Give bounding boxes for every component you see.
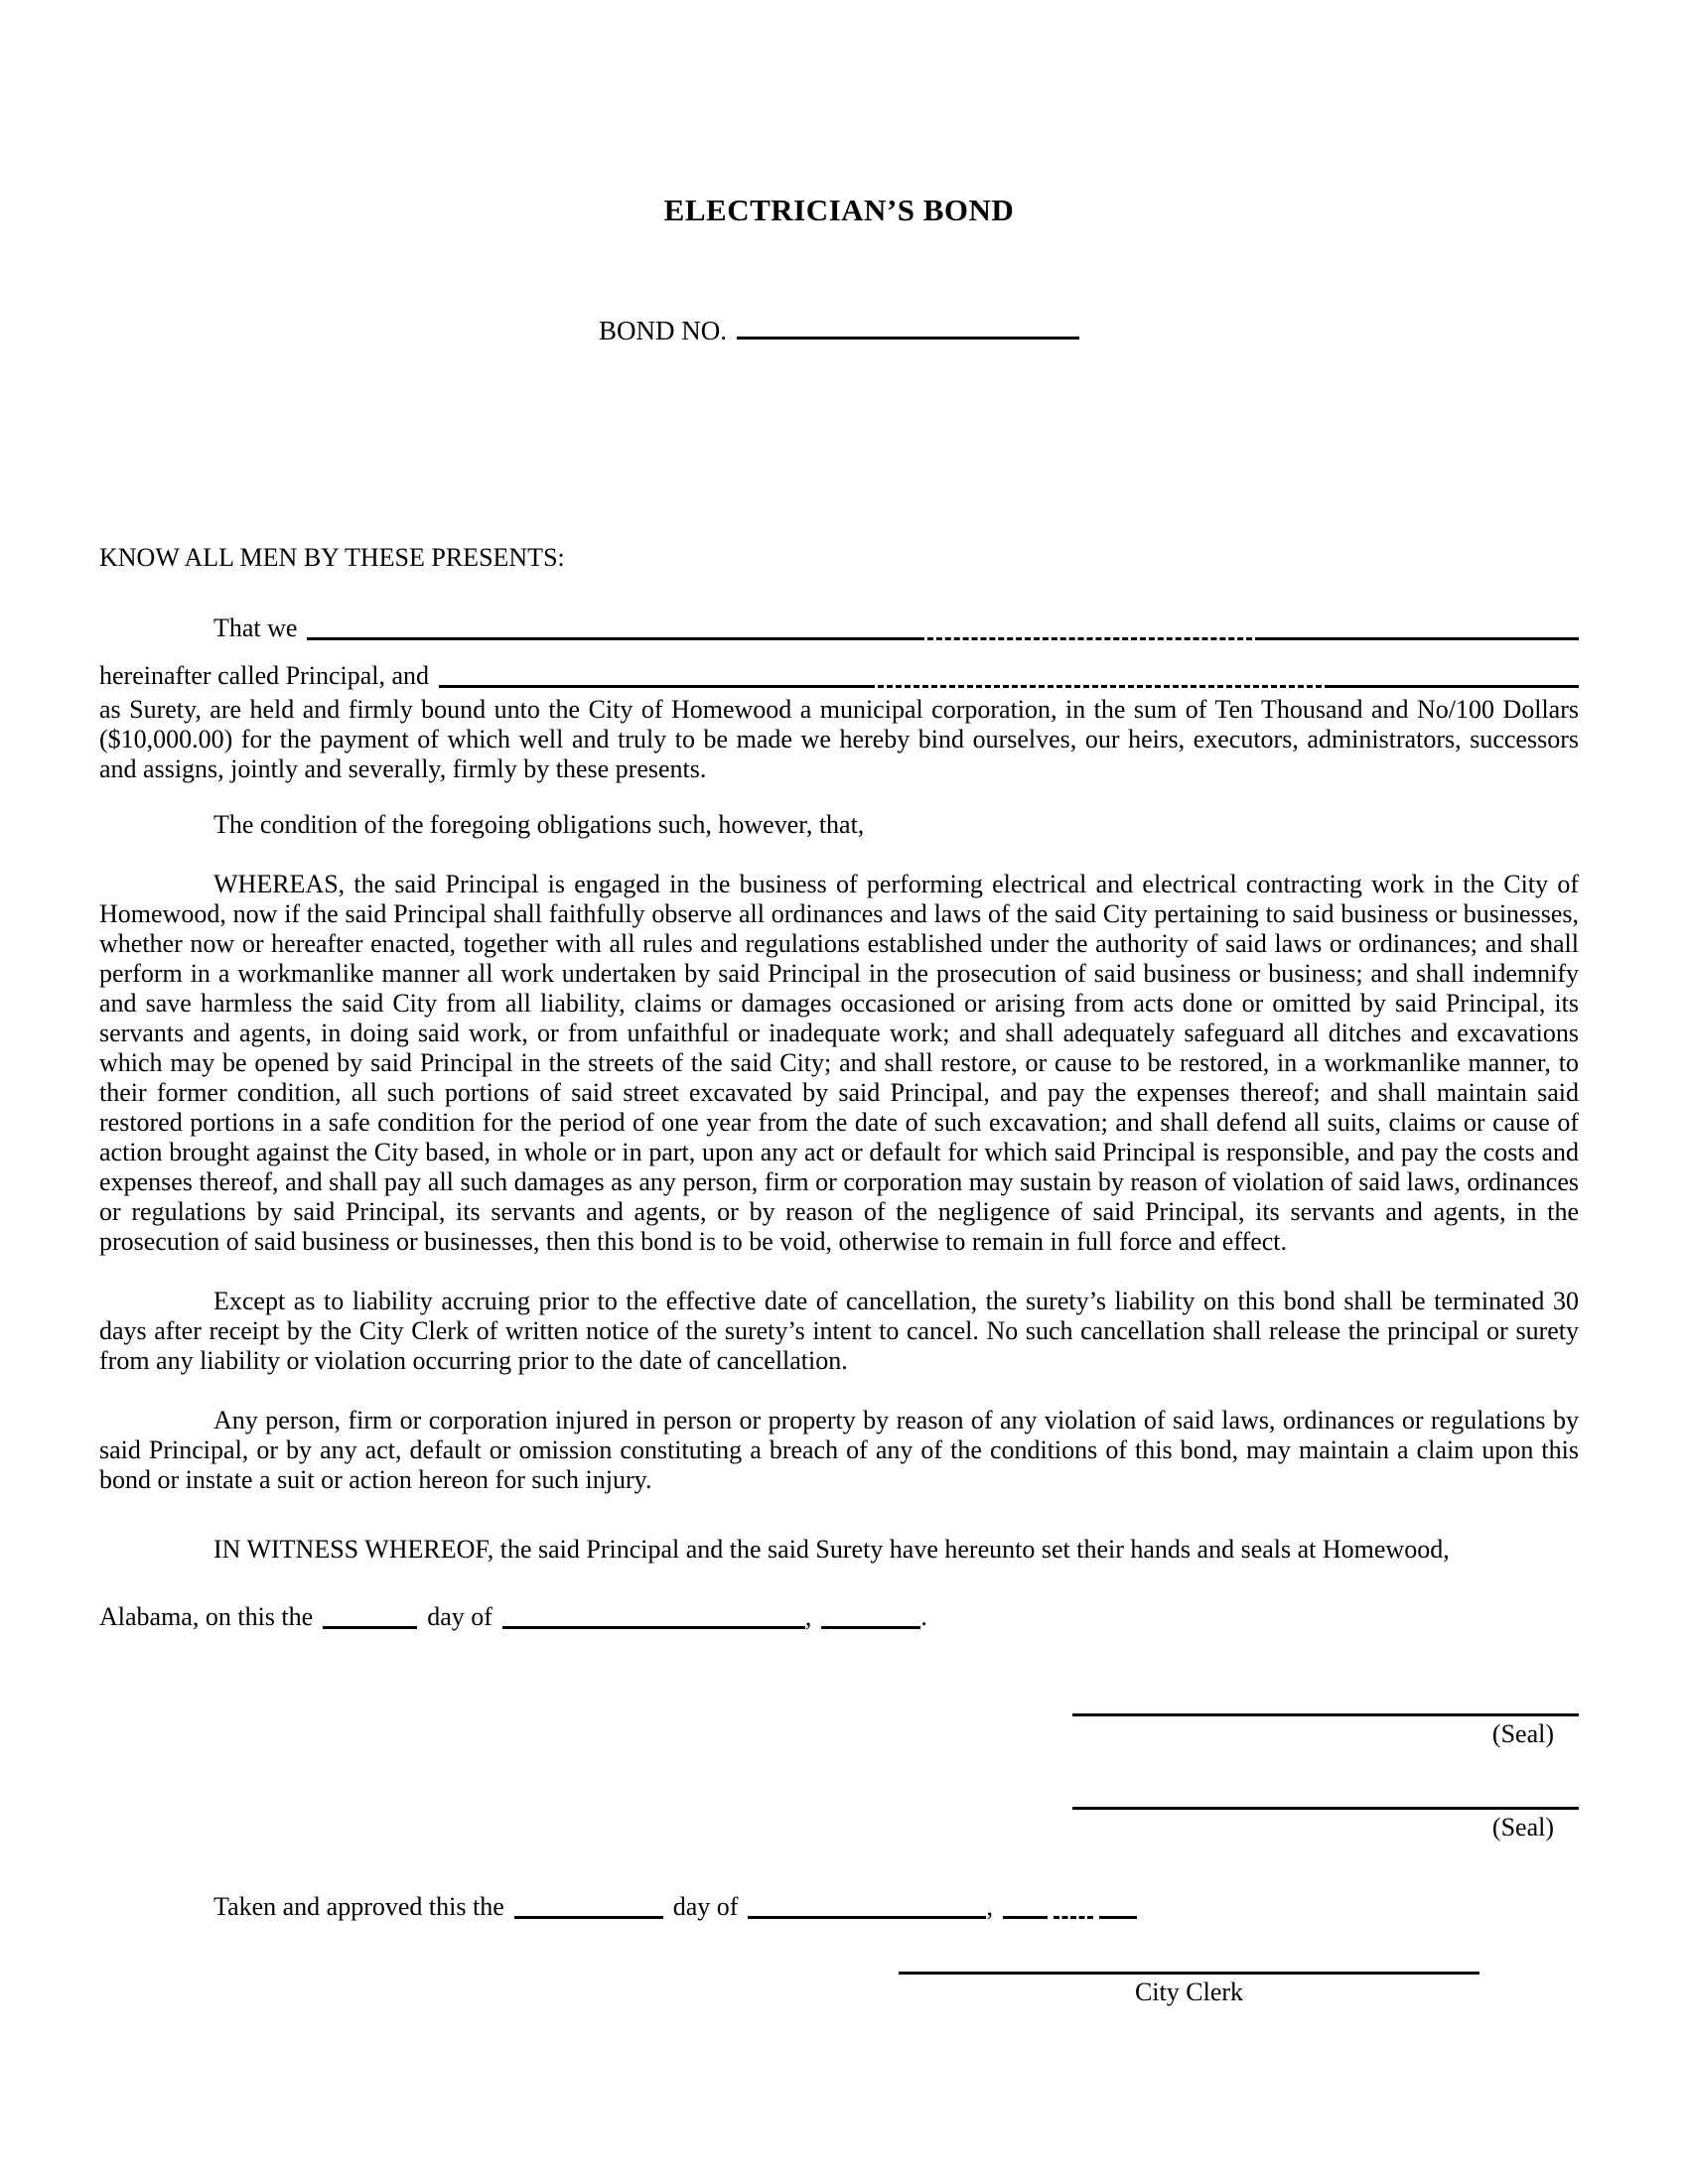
principal-signature-line[interactable]: [1072, 1713, 1579, 1716]
paragraph-obligation: as Surety, are held and firmly bound unto the City of Homewood a municipal corporation, in the sum of Ten Thousand and No/100 Dollars ($10,000.00) for the payment of which well and truly to be made we hereby bind ourselves, our heirs, executors, administrators, successors and assigns, jointly and severally, firmly by these presents.: [99, 695, 1579, 783]
paragraph-whereas: WHEREAS, the said Principal is engaged in the business of performing electrical and electrical contracting work in the City of Homewood, now if the said Principal shall faithfully observe all ordinances and laws of the said City pertaining to said business or businesses, whether now or hereafter enacted, together with all rules and regulations established under the authority of said laws or ordinances; and shall perform in a workmanlike manner all work undertaken by said Principal in the prosecution of said business or business; and shall indemnify and save harmless the said City from all liability, claims or damages occasioned or arising from acts done or omitted by said Principal, its servants and agents, in doing said work, or from unfaithful or inadequate work; and shall adequately safeguard all ditches and excavations which may be opened by said Principal in the streets of the said City; and shall restore, or cause to be restored, in a workmanlike manner, to their former condition, all such portions of said street excavated by said Principal, and pay the expenses thereof; and shall maintain said restored portions in a safe condition for the period of one year from the date of such excavation; and shall defend all suits, claims or cause of action brought against the City based, in whole or in part, upon any act or default for which said Principal is responsible, and pay the costs and expenses thereof, and shall pay all such damages as any person, firm or corporation may sustain by reason of violation of said laws, ordinances or regulations by said Principal, its servants and agents, or by reason of the negligence of said Principal, its servants and agents, in the prosecution of said business or businesses, then this bond is to be void, otherwise to remain in full force and effect.: [99, 870, 1579, 1256]
that-we-label: That we: [213, 614, 298, 642]
principal-name-field-end[interactable]: [1261, 637, 1579, 640]
execution-day-field[interactable]: [323, 1626, 417, 1629]
taken-approved-label: Taken and approved this the: [213, 1892, 504, 1921]
approval-year-field-dashed[interactable]: [1054, 1916, 1093, 1919]
surety-name-line: [99, 659, 1579, 693]
comma-label: ,: [804, 1602, 812, 1631]
hereinafter-label: hereinafter called Principal, and: [99, 661, 430, 690]
paragraph-witness: IN WITNESS WHEREOF, the said Principal and the said Surety have hereunto set their hands and seals at Homewood,: [213, 1535, 1450, 1564]
approval-year-field-end[interactable]: [1099, 1916, 1137, 1919]
signature-block: [1072, 1713, 1579, 1843]
execution-year-field[interactable]: [821, 1626, 920, 1629]
day-of-label: day of: [427, 1602, 492, 1631]
principal-name-field[interactable]: [307, 637, 918, 640]
approval-year-field[interactable]: [1003, 1916, 1048, 1919]
approval-month-field[interactable]: [748, 1916, 986, 1919]
principal-name-field-dashed[interactable]: [918, 637, 1261, 640]
alabama-prefix-label: Alabama, on this the: [99, 1602, 314, 1631]
surety-name-field-end[interactable]: [1331, 685, 1579, 688]
opening-statement: KNOW ALL MEN BY THESE PRESENTS:: [99, 543, 565, 572]
paragraph-claims: Any person, firm or corporation injured in person or property by reason of any violation of said laws, ordinances or regulations by said Principal, or by any act, default or omission constituting a breach of any of the conditions of this bond, may maintain a claim upon this bond or instate a suit or action hereon for such injury.: [99, 1406, 1579, 1494]
bond-no-line: [99, 311, 1579, 347]
bond-no-label: BOND NO.: [598, 316, 727, 345]
city-clerk-block: [899, 1972, 1479, 2007]
seal-label-1: (Seal): [1491, 1719, 1554, 1748]
principal-name-line: [213, 612, 1579, 645]
approval-day-of-label: day of: [672, 1892, 739, 1921]
execution-date-line: [99, 1600, 1579, 1634]
approval-comma-label: ,: [986, 1892, 993, 1921]
bond-no-field[interactable]: [737, 311, 1079, 340]
city-clerk-label: City Clerk: [1134, 1978, 1244, 2006]
period-label: .: [920, 1602, 927, 1631]
city-clerk-signature-line[interactable]: [899, 1972, 1479, 1975]
surety-signature-line[interactable]: [1072, 1807, 1579, 1810]
surety-name-field[interactable]: [439, 685, 869, 688]
document-title: ELECTRICIAN’S BOND: [663, 193, 1015, 227]
paragraph-condition: The condition of the foregoing obligations such, however, that,: [213, 810, 865, 839]
approval-line: [213, 1890, 1579, 1924]
seal-label-2: (Seal): [1491, 1813, 1554, 1842]
surety-name-field-dashed[interactable]: [869, 685, 1331, 688]
paragraph-cancellation: Except as to liability accruing prior to the effective date of cancellation, the surety’s liability on this bond shall be terminated 30 days after receipt by the City Clerk of written notice of the surety’s intent to cancel. No such cancellation shall release the principal or surety from any liability or violation occurring prior to the date of cancellation.: [99, 1287, 1579, 1375]
approval-day-field[interactable]: [514, 1916, 663, 1919]
execution-month-field[interactable]: [502, 1626, 805, 1629]
